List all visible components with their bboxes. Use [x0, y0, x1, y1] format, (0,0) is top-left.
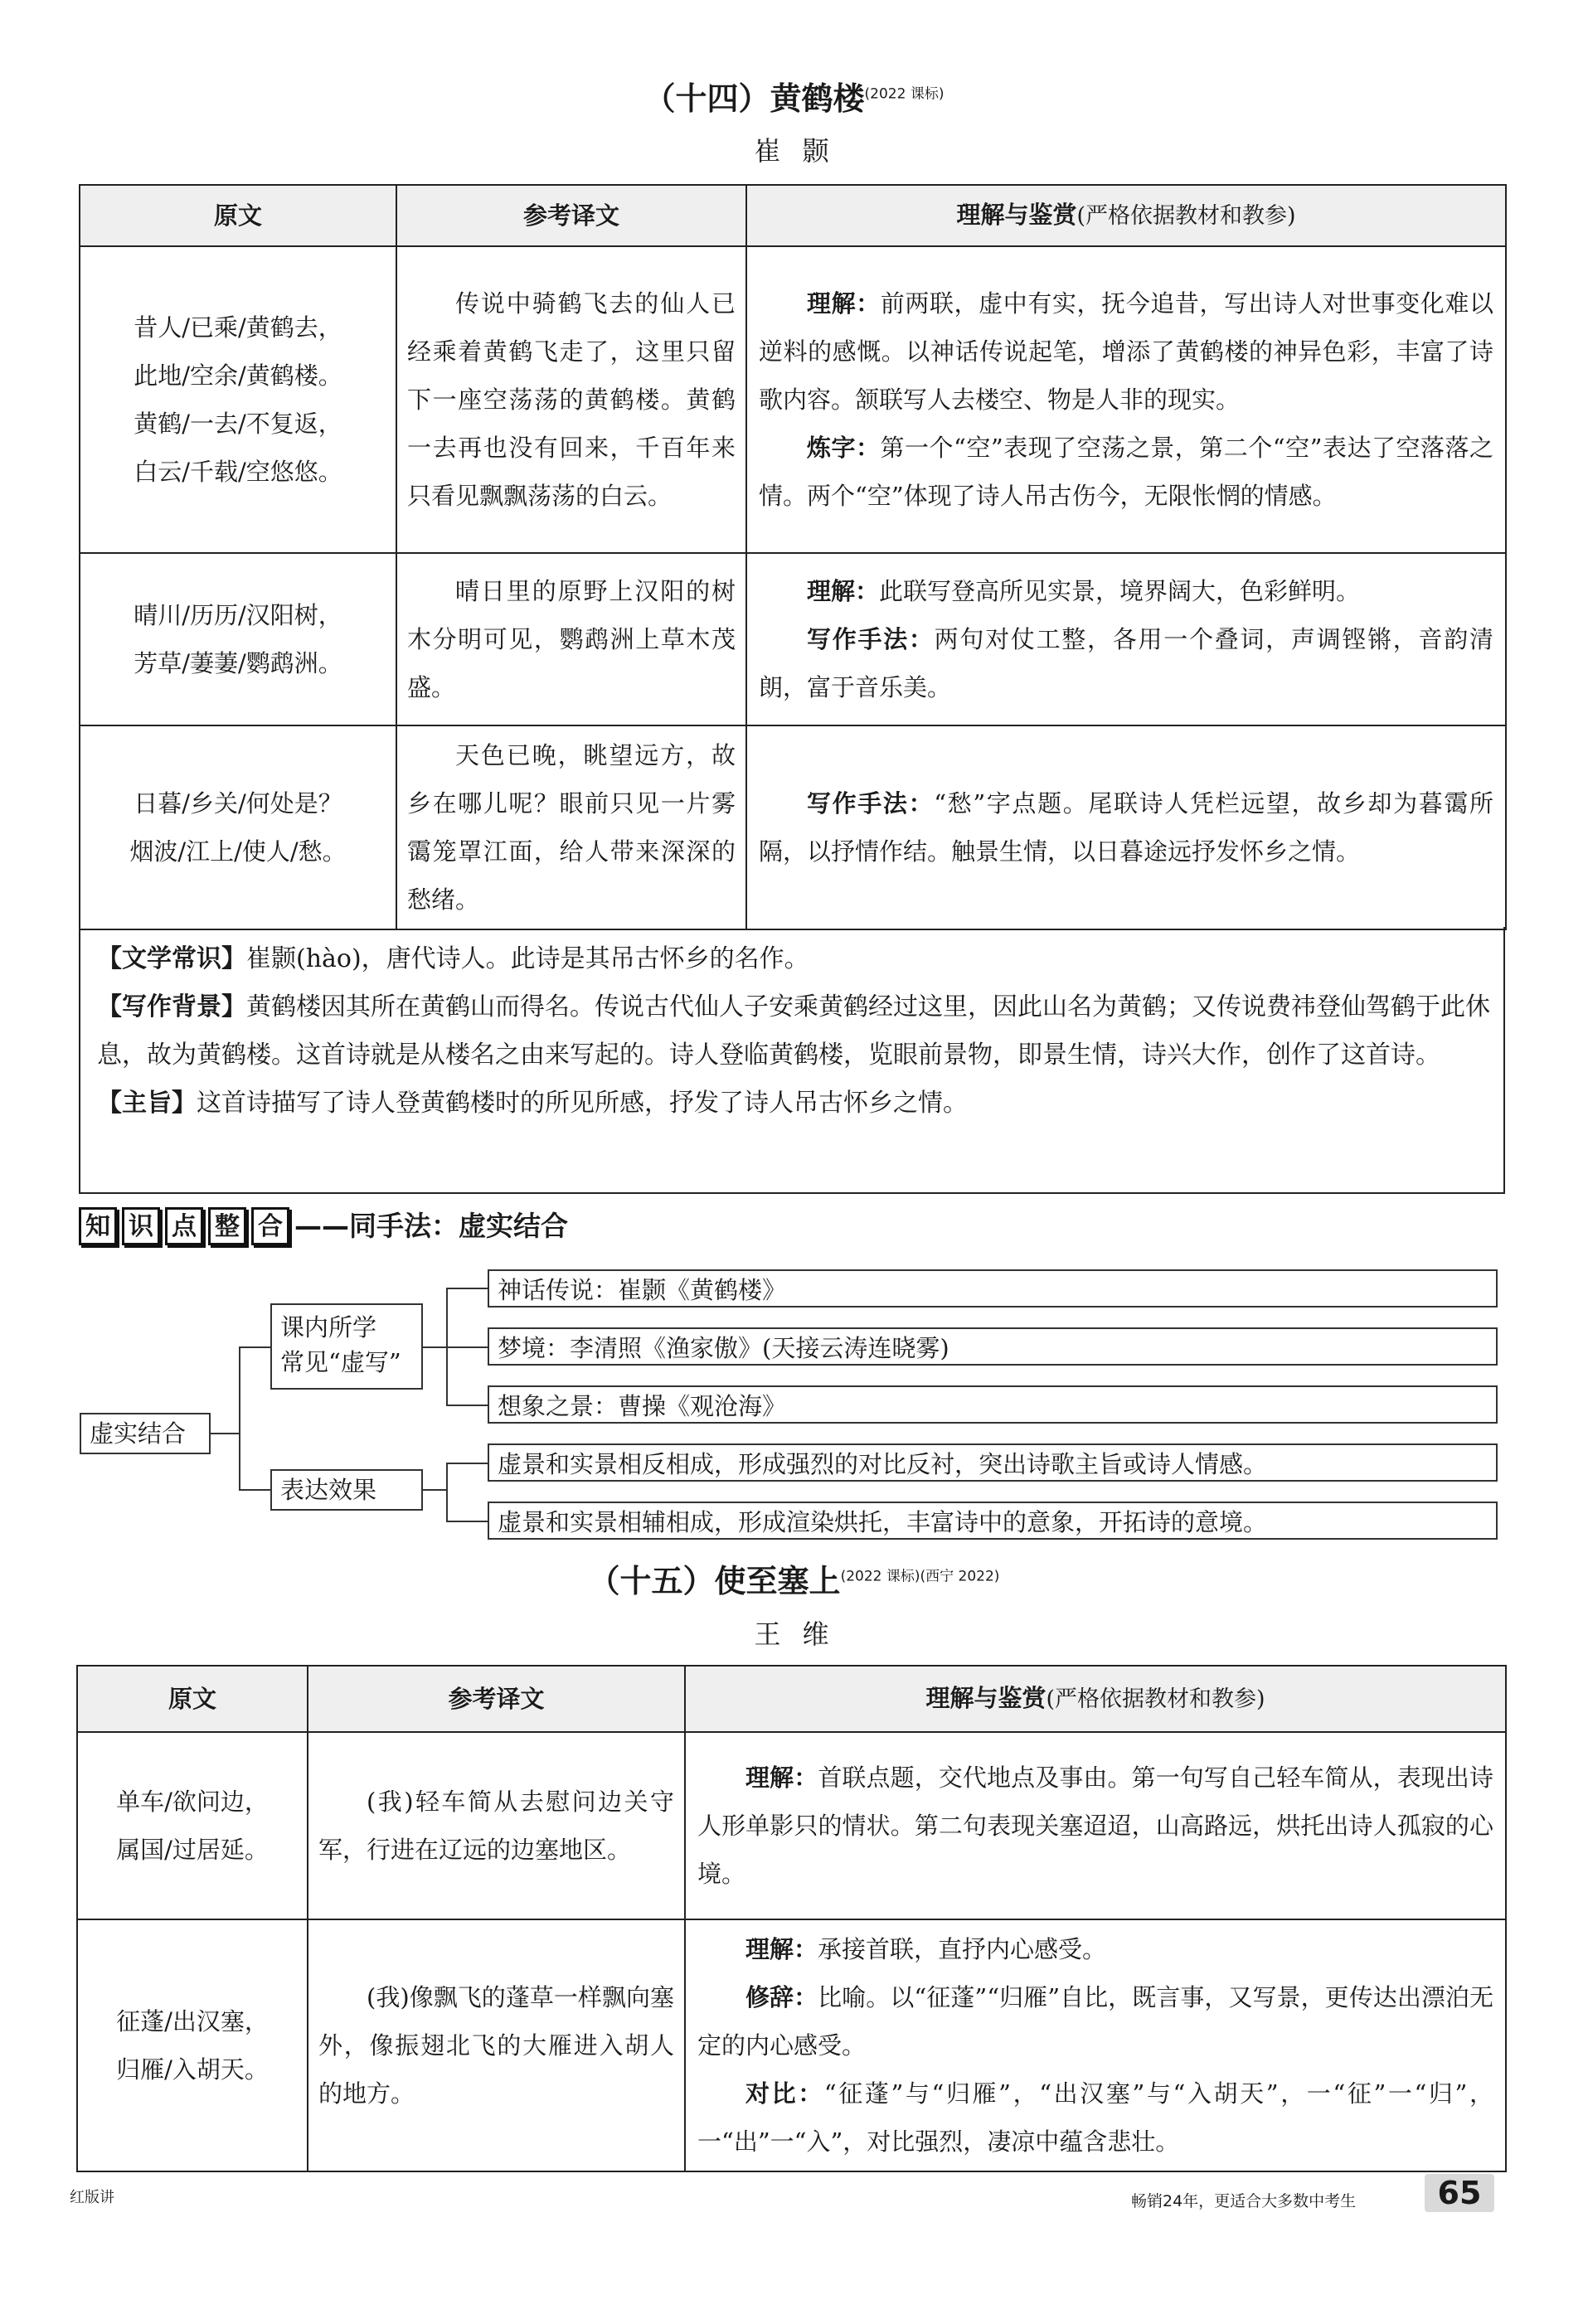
footer-brand: 红版讲: [70, 2189, 114, 2206]
page-number: 65: [1425, 2174, 1494, 2212]
poem14-header-row: [80, 185, 1506, 246]
knowledge-subtitle: ——同手法：虚实结合: [294, 1210, 568, 1242]
appreciation-body: “征蓬”与“归雁”，“出汉塞”与“入胡天”，一“征”一“归”，一“出”一“入”，对比强烈，凄凉中蕴含悲壮。: [697, 2079, 1493, 2156]
knowledge-char: 整: [208, 1207, 246, 1245]
map-connector: [446, 1521, 488, 1522]
appreciation-text: [685, 1732, 1506, 1919]
header-original: 原文: [80, 185, 396, 246]
map-item: 梦境：李清照《渔家傲》(天接云涛连晓雾): [488, 1327, 1498, 1366]
note-label: 【写作背景】: [97, 992, 246, 1021]
translation-text: 晴日里的原野上汉阳的树木分明可见，鹦鹉洲上草木茂盛。: [396, 553, 746, 725]
poem15-source: (2022 课标)(西宁 2022): [840, 1568, 1000, 1585]
translation-text: (我)像飘飞的蓬草一样飘向塞外，像振翅北飞的大雁进入胡人的地方。: [308, 1919, 685, 2171]
poem15-title-text: （十五）使至塞上: [588, 1563, 841, 1599]
verse-line: 烟波/江上/使人/愁。: [129, 837, 347, 866]
map-connector: [446, 1405, 488, 1406]
map-connector: [239, 1346, 240, 1489]
header-original: 原文: [77, 1666, 308, 1732]
branch-line: 常见“虚写”: [280, 1348, 401, 1376]
appreciation-label: 炼字：: [807, 434, 881, 462]
appreciation-label: 修辞：: [745, 1983, 818, 2011]
note-background: 黄鹤楼因其所在黄鹤山而得名。传说古代仙人子安乘黄鹤经过这里，因此山名为黄鹤；又传说费祎登仙驾鹤于此休息，故为黄鹤楼。这首诗就是从楼名之由来写起的。诗人登临黄鹤楼，览眼前景物，即景生情，诗兴大作，创作了这首诗。: [97, 992, 1490, 1070]
appreciation-body: 第一个“空”表现了空荡之景，第二个“空”表达了空落落之情。两个“空”体现了诗人吊古伤今，无限怅惘的情感。: [759, 434, 1493, 510]
map-connector: [446, 1463, 488, 1464]
table-row: [80, 246, 1506, 553]
header-appreciation-note: (严格依据教材和教参): [1076, 203, 1296, 229]
appreciation-text: [685, 1919, 1506, 2171]
knowledge-char: 知: [79, 1207, 117, 1245]
verse-line: 昔人/已乘/黄鹤去，: [134, 313, 342, 342]
appreciation-body: 承接首联，直抒内心感受。: [818, 1935, 1107, 1963]
map-item: 虚景和实景相反相成，形成强烈的对比反衬，突出诗歌主旨或诗人情感。: [488, 1443, 1498, 1482]
map-item: 虚景和实景相辅相成，形成渲染烘托，丰富诗中的意象，开拓诗的意境。: [488, 1502, 1498, 1540]
note-label: 【主旨】: [97, 1089, 197, 1118]
translation-text: 天色已晚，眺望远方，故乡在哪儿呢？眼前只见一片雾霭笼罩江面，给人带来深深的愁绪。: [396, 725, 746, 929]
verse-line: 归雁/入胡天。: [116, 2055, 269, 2084]
poem15-header-row: [77, 1666, 1506, 1732]
map-branch-effect: 表达效果: [270, 1469, 423, 1511]
poem15-table: [76, 1665, 1507, 2172]
original-text: [80, 725, 396, 929]
appreciation-body: 首联点题，交代地点及事由。第一句写自己轻车简从，表现出诗人形单影只的情状。第二句表现关塞迢迢，山高路远，烘托出诗人孤寂的心境。: [697, 1764, 1493, 1888]
footer-slogan: 畅销24年，更适合大多数中考生: [1131, 2192, 1357, 2210]
appreciation-label: 理解：: [807, 577, 880, 605]
note-theme: 这首诗描写了诗人登黄鹤楼时的所见所感，抒发了诗人吊古怀乡之情。: [197, 1089, 968, 1118]
verse-line: 此地/空余/黄鹤楼。: [134, 361, 342, 390]
header-appreciation-label: 理解与鉴赏: [925, 1684, 1047, 1712]
map-connector: [446, 1463, 448, 1521]
translation-text: (我)轻车简从去慰问边关守军，行进在辽远的边塞地区。: [308, 1732, 685, 1919]
map-connector: [239, 1346, 270, 1348]
map-connector: [211, 1433, 239, 1434]
verse-line: 黄鹤/一去/不复返，: [134, 410, 342, 438]
knowledge-header: [79, 1207, 568, 1249]
original-text: [80, 246, 396, 553]
appreciation-text: [746, 725, 1506, 929]
verse-line: 芳草/萋萋/鹦鹉洲。: [134, 649, 342, 677]
map-root: 虚实结合: [80, 1413, 211, 1454]
header-appreciation-label: 理解与鉴赏: [956, 201, 1077, 229]
map-connector: [446, 1288, 488, 1289]
poem14-title: [0, 73, 1588, 119]
knowledge-char: 点: [165, 1207, 203, 1245]
poem14-source: (2022 课标): [864, 85, 945, 103]
knowledge-char: 识: [122, 1207, 160, 1245]
header-appreciation: [746, 185, 1506, 246]
poem14-notes: [79, 927, 1505, 1194]
verse-line: 属国/过居延。: [116, 1836, 269, 1864]
table-row: [80, 553, 1506, 725]
table-row: [77, 1732, 1506, 1919]
map-item: 想象之景：曹操《观沧海》: [488, 1385, 1498, 1424]
map-connector: [423, 1489, 446, 1491]
appreciation-label: 对比：: [745, 2079, 824, 2108]
header-appreciation: [685, 1666, 1506, 1732]
poem15-title: [0, 1555, 1588, 1601]
appreciation-body: 前两联，虚中有实，抚今追昔，写出诗人对世事变化难以逆料的感慨。以神话传说起笔，增添了黄鹤楼的神异色彩，丰富了诗歌内容。颔联写人去楼空、物是人非的现实。: [759, 289, 1493, 414]
map-connector: [239, 1489, 270, 1491]
original-text: [80, 553, 396, 725]
verse-line: 白云/千载/空悠悠。: [134, 458, 342, 486]
appreciation-body: 比喻。以“征蓬”“归雁”自比，既言事，又写景，更传达出漂泊无定的内心感受。: [697, 1983, 1493, 2060]
appreciation-label: 写作手法：: [807, 625, 935, 653]
translation-text: 传说中骑鹤飞去的仙人已经乘着黄鹤飞走了，这里只留下一座空荡荡的黄鹤楼。黄鹤一去再也没有回来，千百年来只看见飘飘荡荡的白云。: [396, 246, 746, 553]
appreciation-label: 理解：: [745, 1935, 818, 1963]
appreciation-body: 此联写登高所见实景，境界阔大，色彩鲜明。: [879, 577, 1361, 605]
branch-line: 课内所学: [280, 1313, 377, 1342]
header-appreciation-note: (严格依据教材和教参): [1046, 1686, 1265, 1712]
poem14-title-text: （十四）黄鹤楼: [643, 80, 865, 117]
original-text: [77, 1732, 308, 1919]
verse-line: 日暮/乡关/何处是？: [134, 789, 342, 818]
appreciation-label: 写作手法：: [807, 789, 935, 818]
knowledge-char: 合: [251, 1207, 289, 1245]
note-literary: 崔颢(hào)，唐代诗人。此诗是其吊古怀乡的名作。: [246, 944, 809, 973]
map-connector: [446, 1346, 488, 1348]
original-text: [77, 1919, 308, 2171]
verse-line: 征蓬/出汉塞，: [116, 2007, 269, 2035]
map-connector: [423, 1346, 446, 1348]
appreciation-text: [746, 246, 1506, 553]
appreciation-text: [746, 553, 1506, 725]
poem14-author: 崔颢: [754, 135, 851, 167]
note-label: 【文学常识】: [97, 944, 246, 973]
map-branch-inclass: [270, 1303, 423, 1390]
table-row: [80, 725, 1506, 929]
header-translation: 参考译文: [308, 1666, 685, 1732]
poem14-table: [79, 184, 1507, 930]
appreciation-label: 理解：: [807, 289, 881, 318]
appreciation-body: “愁”字点题。尾联诗人凭栏远望，故乡却为暮霭所隔，以抒情作结。触景生情，以日暮途远抒发怀乡之情。: [759, 789, 1493, 866]
map-item: 神话传说：崔颢《黄鹤楼》: [488, 1269, 1498, 1308]
poem15-author: 王维: [754, 1618, 851, 1650]
verse-line: 单车/欲问边，: [116, 1788, 269, 1816]
table-row: [77, 1919, 1506, 2171]
verse-line: 晴川/历历/汉阳树，: [134, 601, 342, 629]
header-translation: 参考译文: [396, 185, 746, 246]
appreciation-body: 两句对仗工整，各用一个叠词，声调铿锵，音韵清朗，富于音乐美。: [759, 625, 1493, 701]
appreciation-label: 理解：: [745, 1764, 818, 1792]
